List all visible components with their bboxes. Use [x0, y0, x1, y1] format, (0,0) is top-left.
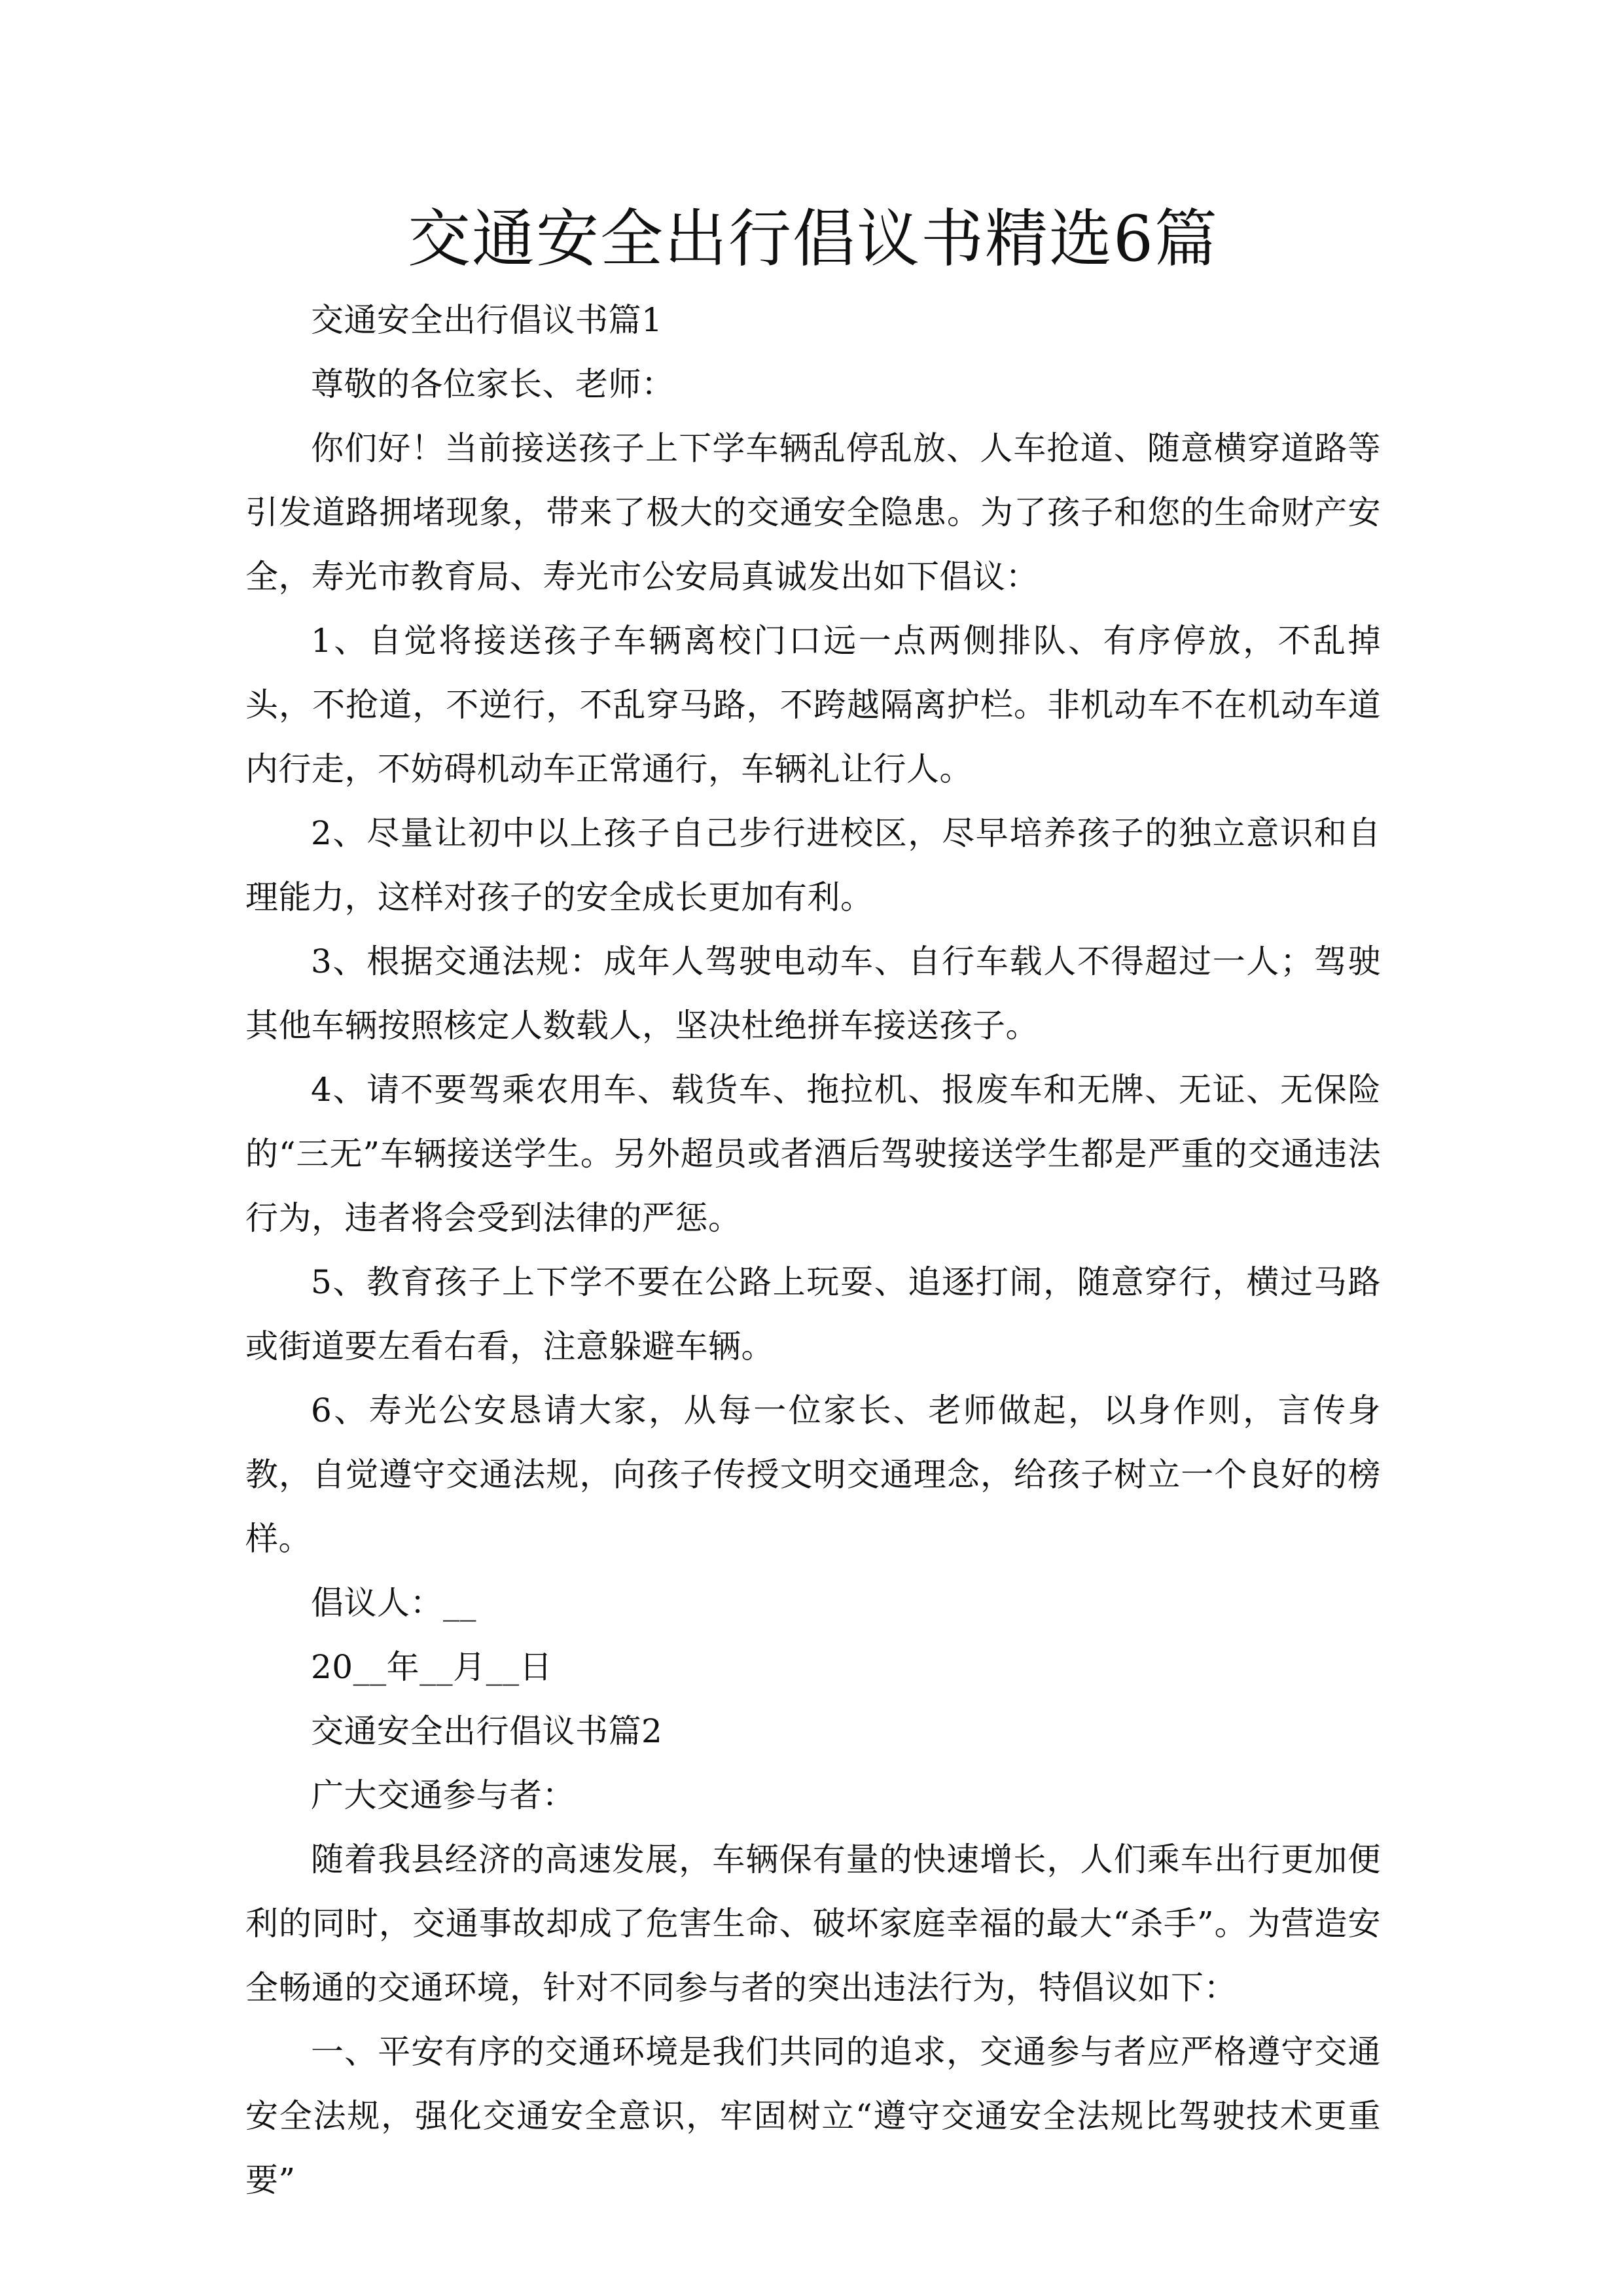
paragraph-item-2: 2、尽量让初中以上孩子自己步行进校区，尽早培养孩子的独立意识和自理能力，这样对孩子的安全成长更加有利。: [245, 814, 1381, 916]
paragraph-item-5: 5、教育孩子上下学不要在公路上玩耍、追逐打闹，随意穿行，横过马路或街道要左看右看，注意躲避车辆。: [245, 1263, 1381, 1365]
paragraph-item-4: 4、请不要驾乘农用车、载货车、拖拉机、报废车和无牌、无证、无保险的“三无”车辆接送学生。另外超员或者酒后驾驶接送学生都是严重的交通违法行为，违者将会受到法律的严惩。: [245, 1071, 1381, 1237]
paragraph-intro-1: 你们好！当前接送孩子上下学车辆乱停乱放、人车抢道、随意横穿道路等引发道路拥堵现象，带来了极大的交通安全隐患。为了孩子和您的生命财产安全，寿光市教育局、寿光市公安局真诚发出如下倡议：: [245, 429, 1381, 596]
date-line: 20__年__月__日: [311, 1648, 553, 1686]
salutation-2: 广大交通参与者：: [311, 1776, 575, 1814]
section-heading-1: 交通安全出行倡议书篇1: [311, 301, 663, 339]
paragraph-item-1: 1、自觉将接送孩子车辆离校门口远一点两侧排队、有序停放，不乱掉头，不抢道，不逆行，不乱穿马路，不跨越隔离护栏。非机动车不在机动车道内行走，不妨碍机动车正常通行，车辆礼让行人。: [245, 622, 1381, 788]
document-title: 交通安全出行倡议书精选6篇: [407, 202, 1219, 276]
section-heading-2: 交通安全出行倡议书篇2: [311, 1712, 663, 1750]
paragraph-point-1: 一、平安有序的交通环境是我们共同的追求，交通参与者应严格遵守交通安全法规，强化交通安全意识，牢固树立“遵守交通安全法规比驾驶技术更重要”: [245, 2033, 1381, 2199]
signature-line: 倡议人：__: [311, 1584, 476, 1622]
document-body: [245, 288, 1381, 2212]
paragraph-item-6: 6、寿光公安恳请大家，从每一位家长、老师做起，以身作则，言传身教，自觉遵守交通法规，向孩子传授文明交通理念，给孩子树立一个良好的榜样。: [245, 1391, 1381, 1558]
paragraph-item-3: 3、根据交通法规：成年人驾驶电动车、自行车载人不得超过一人；驾驶其他车辆按照核定人数载人，坚决杜绝拼车接送孩子。: [245, 942, 1381, 1045]
paragraph-intro-2: 随着我县经济的高速发展，车辆保有量的快速增长，人们乘车出行更加便利的同时，交通事故却成了危害生命、破坏家庭幸福的最大“杀手”。为营造安全畅通的交通环境，针对不同参与者的突出违法行为，特倡议如下：: [245, 1840, 1381, 2007]
salutation-1: 尊敬的各位家长、老师：: [311, 365, 675, 403]
